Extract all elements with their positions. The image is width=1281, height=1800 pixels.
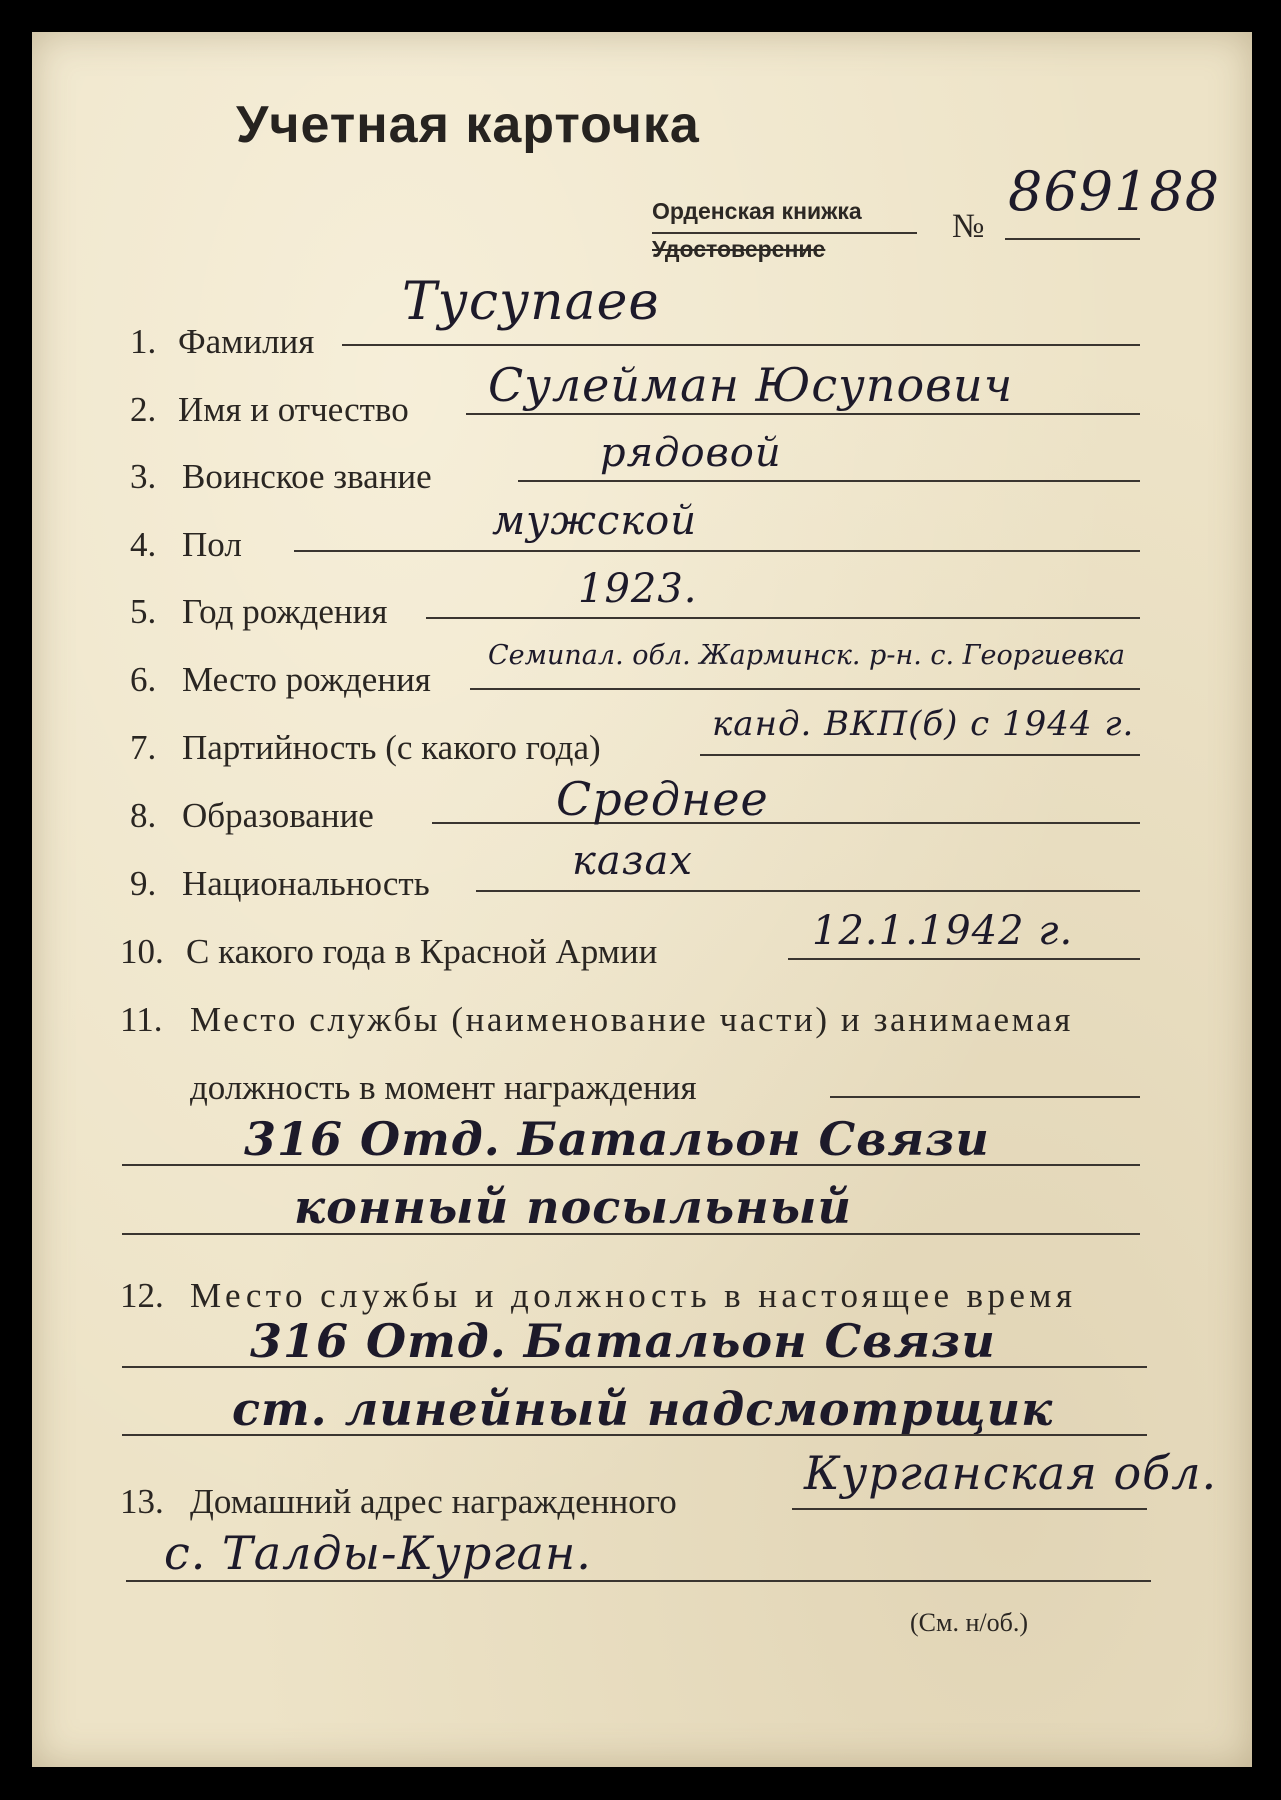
field-2-label: Имя и отчество xyxy=(178,390,409,429)
field-10-label: С какого года в Красной Армии xyxy=(186,932,658,971)
field-13-label: Домашний адрес награжденного xyxy=(190,1482,677,1521)
field-11-value-line1: 316 Отд. Батальон Связи xyxy=(244,1112,990,1166)
field-4-line xyxy=(294,550,1140,552)
field-13-line xyxy=(792,1508,1147,1510)
field-3-value: рядовой xyxy=(600,430,782,476)
field-5-value: 1923. xyxy=(578,566,698,612)
field-12-value-line2: ст. линейный надсмотрщик xyxy=(232,1382,1054,1436)
field-11-label-line xyxy=(830,1096,1140,1098)
field-3-label: Воинское звание xyxy=(182,457,432,496)
field-8-number: 8. xyxy=(130,796,157,835)
field-10-line xyxy=(788,958,1140,960)
number-line xyxy=(1005,238,1140,240)
header-divider xyxy=(652,232,917,234)
field-13-value-line1: Курганская обл. xyxy=(804,1446,1218,1500)
field-6-number: 6. xyxy=(130,660,157,699)
field-9-number: 9. xyxy=(130,864,157,903)
number-sign: № xyxy=(952,208,985,245)
certificate-label: Удостоверение xyxy=(652,236,826,262)
field-10-value: 12.1.1942 г. xyxy=(812,908,1074,954)
field-8-line xyxy=(432,822,1140,824)
field-5-label: Год рождения xyxy=(182,592,388,631)
field-3-number: 3. xyxy=(130,457,157,496)
field-8-label: Образование xyxy=(182,796,374,835)
field-11-label-line2: должность в момент награждения xyxy=(190,1068,697,1107)
field-11-label-line1: Место службы (наименование части) и занимаемая xyxy=(190,1000,1073,1039)
field-2-value: Сулейман Юсупович xyxy=(488,358,1014,412)
field-12-value-line2-rule xyxy=(122,1434,1147,1436)
field-7-number: 7. xyxy=(130,728,157,767)
field-1-value: Тусупаев xyxy=(402,272,660,332)
field-8-value: Среднее xyxy=(556,772,769,826)
field-7-line xyxy=(700,754,1140,756)
field-6-value: Семипал. обл. Жарминск. р-н. с. Георгиевка xyxy=(488,640,1126,671)
field-1-line xyxy=(342,344,1140,346)
field-6-label: Место рождения xyxy=(182,660,431,699)
field-9-label: Национальность xyxy=(182,864,430,903)
field-5-number: 5. xyxy=(130,592,157,631)
field-10-number: 10. xyxy=(120,932,164,971)
order-book-label: Орденская книжка xyxy=(652,198,862,224)
field-11-value-line2-rule xyxy=(122,1233,1140,1235)
field-1-label: Фамилия xyxy=(178,322,315,361)
field-7-value: канд. ВКП(б) с 1944 г. xyxy=(712,704,1135,744)
field-12-label: Место службы и должность в настоящее время xyxy=(190,1276,1077,1315)
field-9-value: казах xyxy=(572,838,693,884)
field-4-number: 4. xyxy=(130,525,157,564)
field-11-value-line1-rule xyxy=(122,1164,1140,1166)
card-title: Учетная карточка xyxy=(236,96,700,154)
field-13-number: 13. xyxy=(120,1482,164,1521)
field-3-line xyxy=(518,480,1140,482)
field-12-value-line1-rule xyxy=(122,1366,1147,1368)
field-2-line xyxy=(466,413,1140,415)
card-number: 869188 xyxy=(1008,160,1221,223)
field-13-value-line2-rule xyxy=(126,1580,1151,1582)
field-1-number: 1. xyxy=(130,322,157,361)
field-5-line xyxy=(426,617,1140,619)
field-4-label: Пол xyxy=(182,525,242,564)
field-7-label: Партийность (с какого года) xyxy=(182,728,601,767)
field-12-value-line1: 316 Отд. Батальон Связи xyxy=(250,1314,996,1368)
field-13-value-line2: с. Талды-Курган. xyxy=(164,1526,592,1580)
field-9-line xyxy=(476,890,1140,892)
field-12-number: 12. xyxy=(120,1276,164,1315)
field-4-value: мужской xyxy=(492,498,697,544)
field-6-line xyxy=(470,688,1140,690)
field-11-number: 11. xyxy=(120,1000,163,1039)
field-11-value-line2: конный посыльный xyxy=(294,1180,852,1234)
see-reverse-note: (См. н/об.) xyxy=(910,1608,1028,1637)
field-2-number: 2. xyxy=(130,390,157,429)
